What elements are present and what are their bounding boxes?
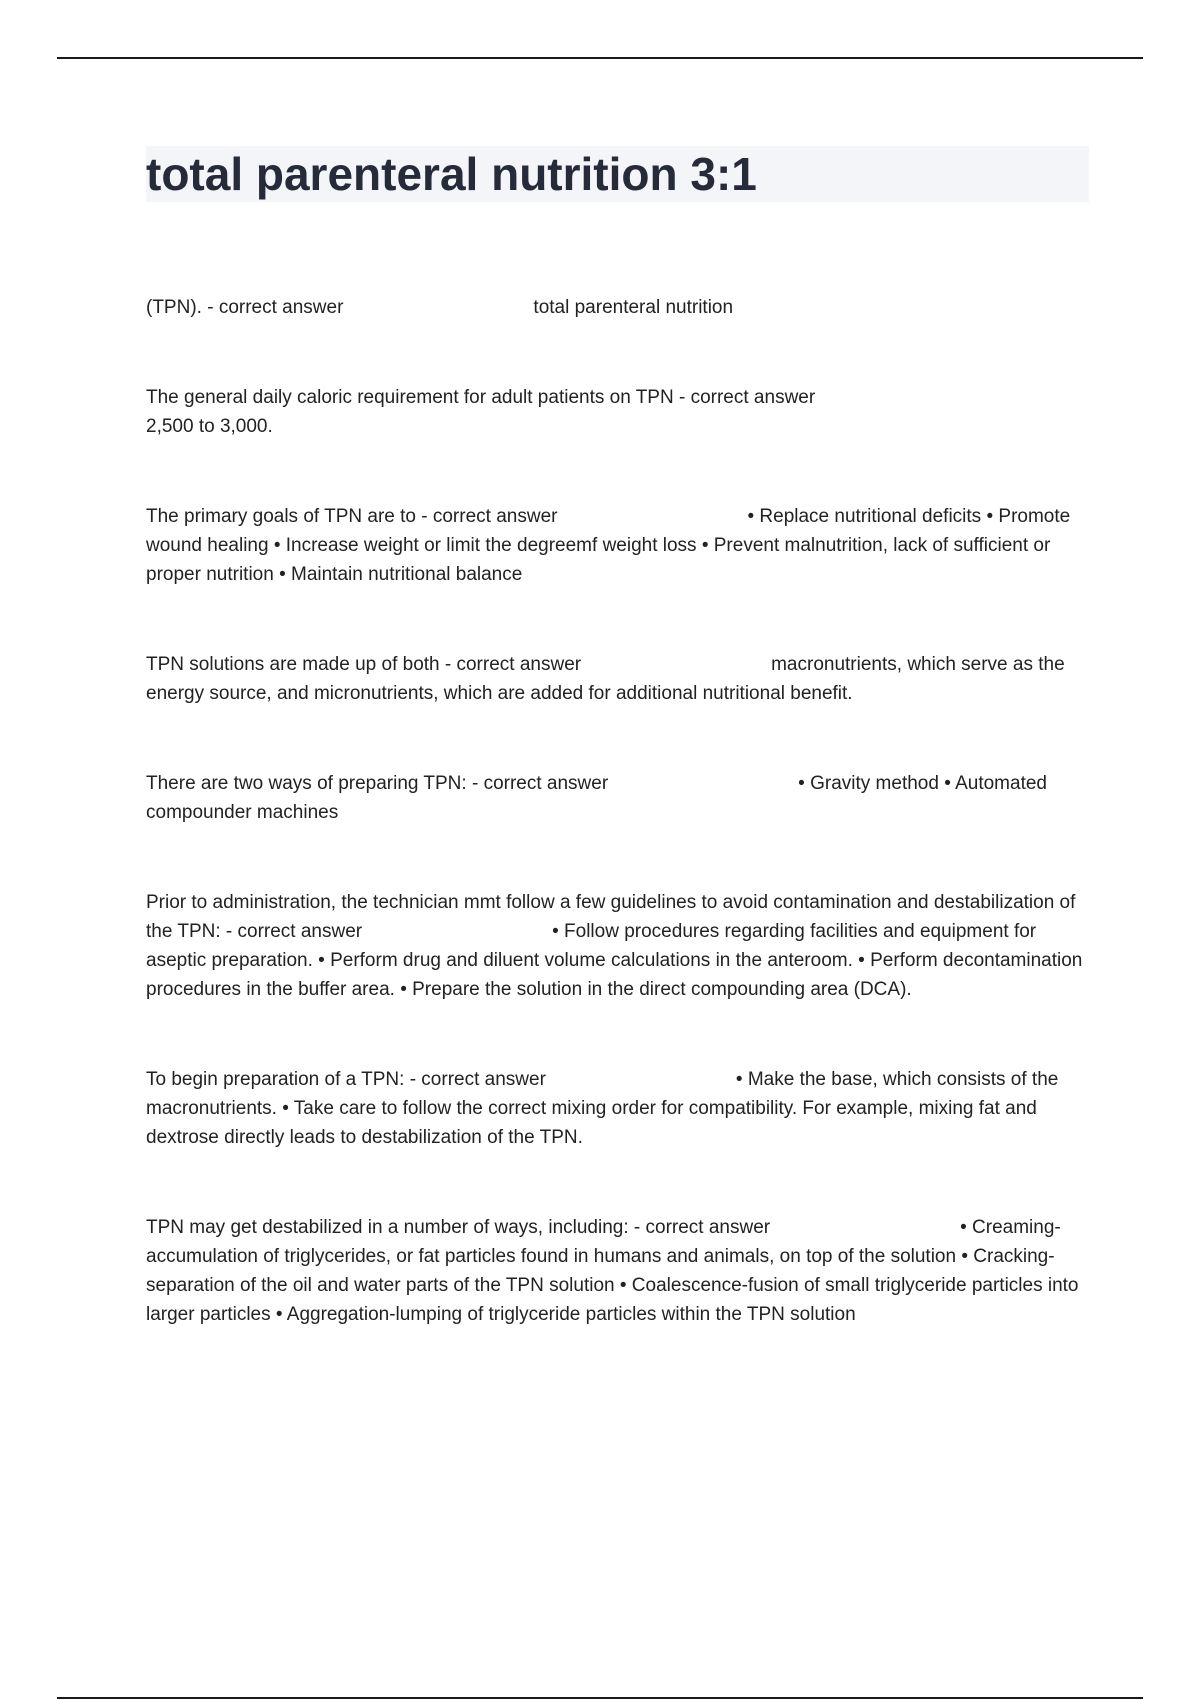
document-title: total parenteral nutrition 3:1	[146, 148, 757, 200]
flashcard-answer: • Replace nutritional deficits • Promote wound healing • Increase weight or limit the degreemf weight loss • Prevent malnutrition, lack of sufficient or proper nutrition • Maintain nutritional balance	[146, 506, 1071, 585]
flashcard-entry	[146, 769, 1090, 827]
flashcard-entry	[146, 1065, 1090, 1152]
flashcard-entry	[146, 383, 1090, 441]
flashcard-answer: • Make the base, which consists of the macronutrients. • Take care to follow the correct mixing order for compatibility. For example, mixing fat and dextrose directly leads to destabilization of the TPN.	[146, 1069, 1059, 1148]
flashcard-question: TPN solutions are made up of both - correct answer	[146, 654, 582, 675]
flashcard-question: Prior to administration, the technician mmt follow a few guidelines to avoid contamination and destabilization of the TPN: - correct answer	[146, 892, 1076, 942]
flashcard-list	[146, 293, 1090, 1390]
flashcard-entry	[146, 650, 1090, 708]
flashcard-entry	[146, 1213, 1090, 1329]
flashcard-question: There are two ways of preparing TPN: - correct answer	[146, 773, 609, 794]
flashcard-answer: • Follow procedures regarding facilities and equipment for aseptic preparation. • Perform drug and diluent volume calculations in the anteroom. • Perform decontamination procedures in the buffer area. • Prepare the solution in the direct compounding area (DCA).	[146, 921, 1083, 1000]
flashcard-answer: macronutrients, which serve as the energy source, and micronutrients, which are added for additional nutritional benefit.	[146, 654, 1065, 704]
flashcard-entry	[146, 888, 1090, 1004]
flashcard-answer: • Creaming-accumulation of triglycerides, or fat particles found in humans and animals, on top of the solution • Cracking-separation of the oil and water parts of the TPN solution • Coalescence-fusion of small triglyceride particles into larger particles • Aggregation-lumping of triglyceride particles within the TPN solution	[146, 1217, 1079, 1325]
flashcard-question: The primary goals of TPN are to - correct answer	[146, 506, 558, 527]
flashcard-entry	[146, 502, 1090, 589]
bottom-divider	[57, 1697, 1143, 1699]
flashcard-answer: 2,500 to 3,000.	[146, 416, 273, 437]
flashcard-answer: • Gravity method • Automated compounder machines	[146, 773, 1047, 823]
flashcard-question: To begin preparation of a TPN: - correct answer	[146, 1069, 546, 1090]
top-divider	[57, 57, 1143, 59]
flashcard-entry	[146, 293, 1090, 322]
flashcard-question: TPN may get destabilized in a number of ways, including: - correct answer	[146, 1217, 771, 1238]
flashcard-answer: total parenteral nutrition	[533, 297, 734, 318]
flashcard-question: (TPN). - correct answer	[146, 297, 344, 318]
flashcard-question: The general daily caloric requirement for adult patients on TPN - correct answer	[146, 387, 816, 408]
